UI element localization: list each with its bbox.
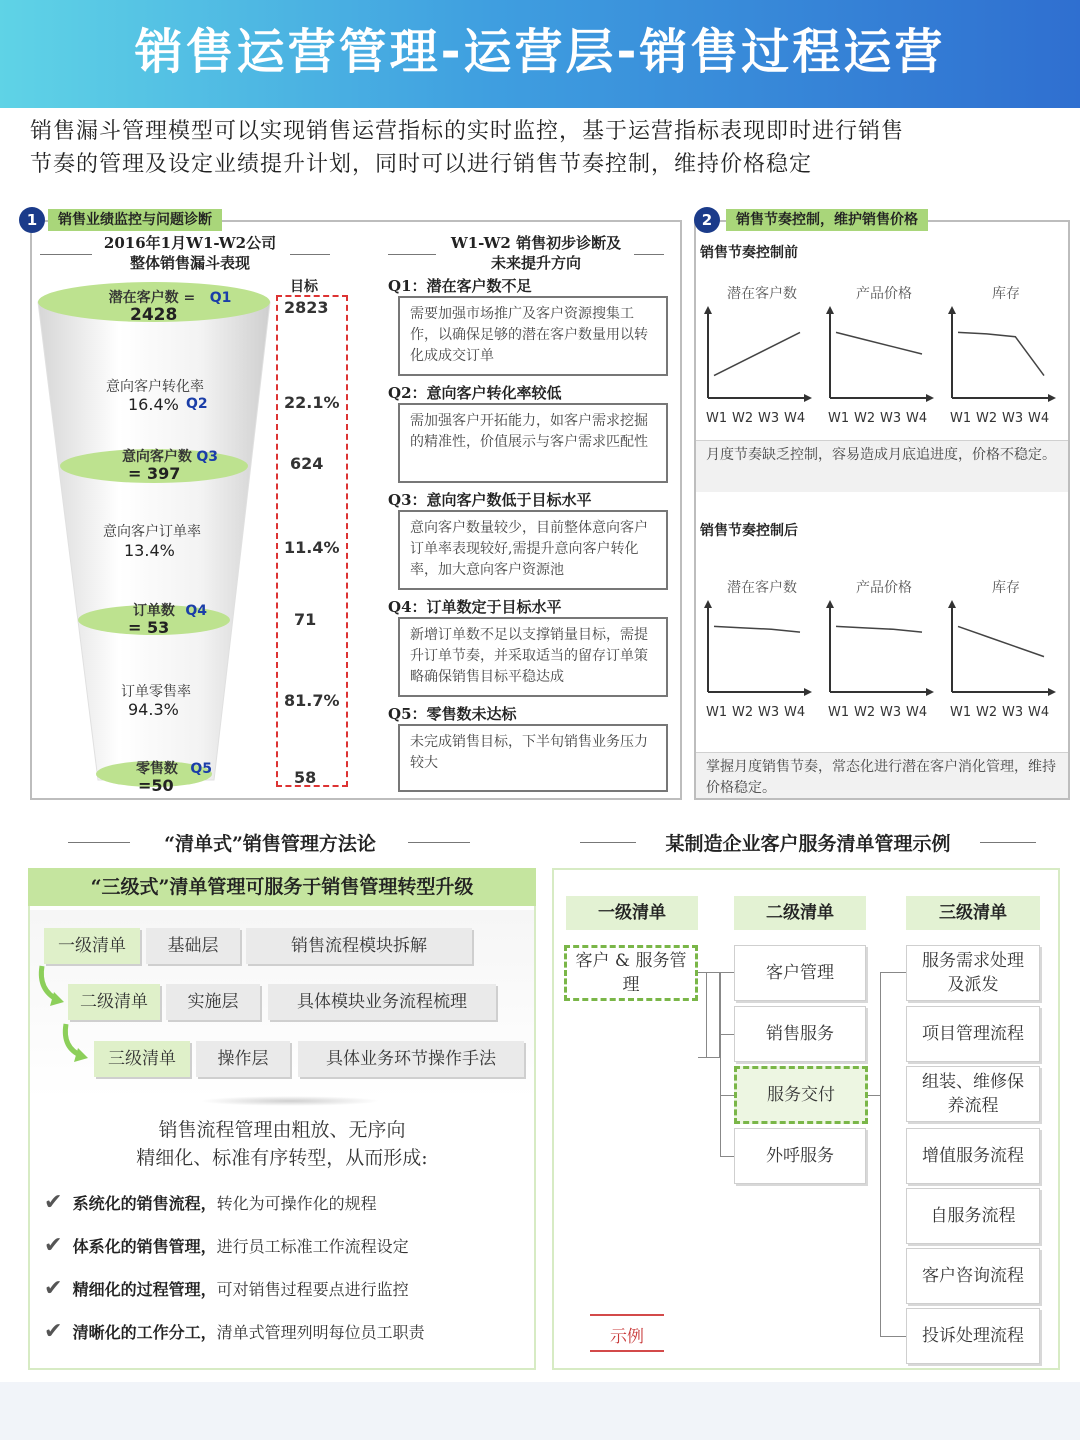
week-label: W4 <box>906 411 928 426</box>
x-axis-arrow-icon <box>926 688 934 696</box>
x-axis-arrow-icon <box>1048 688 1056 696</box>
week-label: W3 <box>880 705 902 720</box>
y-axis-arrow-icon <box>704 306 712 314</box>
level3-head: 三级清单 <box>906 896 1040 930</box>
check-1-rest: 转化为可操作化的规程 <box>216 1194 377 1213</box>
row1-desc: 销售流程模块拆解 <box>246 928 472 964</box>
week-label: W3 <box>880 411 902 426</box>
check-2-bold: 体系化的销售管理， <box>72 1237 217 1256</box>
target-4: 11.4% <box>284 538 340 557</box>
row2-layer: 实施层 <box>166 984 260 1020</box>
check-2-icon: ✔ <box>44 1233 63 1258</box>
diag-title <box>436 233 636 273</box>
check-3-icon: ✔ <box>44 1276 63 1301</box>
example-title-rule-right <box>980 842 1036 843</box>
stage-7-text: 零售数 <box>135 761 178 777</box>
level3-item-1: 服务需求处理及派发 <box>906 945 1040 1001</box>
q1-box: 需要加强市场推广及客户资源搜集工作，以确保足够的潜在客户数量用以转化成成交订单 <box>398 296 668 376</box>
method-divider <box>200 1096 380 1106</box>
x-axis-arrow-icon <box>804 394 812 402</box>
level3-item-5: 自服务流程 <box>906 1188 1040 1244</box>
legend-rule-bottom <box>590 1350 664 1352</box>
stage-2-label: 意向客户转化率 <box>106 379 204 395</box>
method-title-rule-left <box>68 842 130 843</box>
intro-text <box>30 115 1060 181</box>
legend-rule-top <box>590 1314 664 1316</box>
funnel-title-line-2: 整体销售漏斗表现 <box>129 254 250 272</box>
stage-3-q: Q3 <box>196 449 219 465</box>
before-title: 销售节奏控制前 <box>700 245 798 261</box>
section1-number: 1 <box>19 207 45 233</box>
connector-l2-branch-2 <box>720 1034 734 1035</box>
level2-head: 二级清单 <box>734 896 866 930</box>
after-chart-inventory <box>944 594 1062 704</box>
week-label: W2 <box>976 705 998 720</box>
diag-title-rule-left <box>388 254 436 255</box>
week-label: W4 <box>1028 411 1050 426</box>
stage-2-q: Q2 <box>186 396 208 412</box>
target-7: 58 <box>294 768 317 787</box>
series-line <box>714 626 800 632</box>
week-label: W4 <box>906 705 928 720</box>
row3-level: 三级清单 <box>94 1041 190 1077</box>
section2-number: 2 <box>694 207 720 233</box>
week-label: W3 <box>758 411 780 426</box>
q4-box: 新增订单数不足以支撑销量目标，需提升订单节奏，并采取适当的留存订单策略确保销售目标平稳达成 <box>398 617 668 697</box>
series-line <box>958 626 1044 656</box>
before-chart-inventory <box>944 300 1062 410</box>
level3-item-6: 客户咨询流程 <box>906 1248 1040 1304</box>
connector-l2-branch-3 <box>720 1095 734 1096</box>
level3-item-4: 增值服务流程 <box>906 1128 1040 1184</box>
row1-layer: 基础层 <box>146 928 240 964</box>
method-arrows <box>30 960 110 1080</box>
stage-7-label <box>124 758 224 778</box>
after-chart-product-price <box>822 594 940 704</box>
method-summary <box>40 1116 524 1172</box>
week-label: W3 <box>1002 411 1024 426</box>
target-header: 目标 <box>290 279 318 295</box>
connector-l3-out <box>868 1095 880 1096</box>
y-axis-arrow-icon <box>704 600 712 608</box>
check-3-bold: 精细化的过程管理， <box>72 1280 217 1299</box>
stage-3-value: = 397 <box>128 464 181 483</box>
target-6: 81.7% <box>284 691 340 710</box>
stage-7-value: =50 <box>138 776 174 795</box>
stage-5-label <box>120 600 220 620</box>
check-row-2 <box>44 1233 409 1258</box>
level3-item-7: 投诉处理流程 <box>906 1308 1040 1364</box>
series-line <box>836 332 922 354</box>
target-2: 22.1% <box>284 393 340 412</box>
stage-5-value: = 53 <box>128 618 170 637</box>
check-row-4 <box>44 1319 425 1344</box>
check-4-rest: 清单式管理列明每位员工职责 <box>216 1323 425 1342</box>
connector-l2-branch-4 <box>720 1156 734 1157</box>
target-5: 71 <box>294 610 317 629</box>
week-label: W1 <box>828 411 850 426</box>
stage-2-value: 16.4% <box>128 395 179 414</box>
method-bar: “三级式”清单管理可服务于销售管理转型升级 <box>28 868 536 906</box>
y-axis-arrow-icon <box>826 600 834 608</box>
x-axis-arrow-icon <box>926 394 934 402</box>
week-label: W1 <box>950 705 972 720</box>
check-row-3 <box>44 1276 409 1301</box>
funnel-title-rule-left <box>40 254 92 255</box>
stage-1-q: Q1 <box>209 290 232 306</box>
check-3-rest: 可对销售过程要点进行监控 <box>216 1280 409 1299</box>
row3-desc: 具体业务环节操作手法 <box>298 1041 524 1077</box>
week-label: W1 <box>950 411 972 426</box>
footer-strip <box>0 1382 1080 1440</box>
before-chart-product-price <box>822 300 940 410</box>
page-title: 销售运营管理-运营层-销售过程运营 <box>0 0 1080 108</box>
connector-l3-bottom <box>880 1336 906 1337</box>
check-4-bold: 清晰化的工作分工， <box>72 1323 217 1342</box>
level2-item-1: 客户管理 <box>734 945 866 1001</box>
section2-tag: 销售节奏控制，维护销售价格 <box>726 209 928 231</box>
week-label: W3 <box>758 705 780 720</box>
y-axis-arrow-icon <box>948 306 956 314</box>
stage-3-label: 意向客户数 Q3 <box>121 449 219 465</box>
q5-head: Q5：零售数未达标 <box>388 705 517 723</box>
q3-head: Q3：意向客户数低于目标水平 <box>388 491 592 509</box>
stage-4-value: 13.4% <box>124 541 175 560</box>
before-chart-3-title: 库存 <box>992 286 1020 302</box>
funnel-title <box>90 233 290 273</box>
q3-box: 意向客户数量较少，目前整体意向客户订单率表现较好,需提升意向客户转化率，加大意向客户资源池 <box>398 510 668 590</box>
q5-box: 未完成销售目标，下半旬销售业务压力较大 <box>398 724 668 792</box>
row2-desc: 具体模块业务流程梳理 <box>268 984 496 1020</box>
week-label: W4 <box>784 411 806 426</box>
after-chart-2-title: 产品价格 <box>856 580 912 596</box>
week-label: W2 <box>854 411 876 426</box>
before-chart-1-title: 潜在客户数 <box>727 286 797 302</box>
method-title-rule-right <box>408 842 470 843</box>
level1-head: 一级清单 <box>566 896 698 930</box>
y-axis-arrow-icon <box>948 600 956 608</box>
check-1-bold: 系统化的销售流程， <box>72 1194 217 1213</box>
stage-5-text: 订单数 <box>132 603 175 619</box>
week-label: W2 <box>976 411 998 426</box>
before-chart-2-title: 产品价格 <box>856 286 912 302</box>
stage-6-label: 订单零售率 <box>121 684 191 700</box>
funnel-title-line-1: 2016年1月W1-W2公司 <box>103 234 277 252</box>
target-3: 624 <box>290 454 324 473</box>
before-chart-potential-customers <box>700 300 818 410</box>
stage-1-label: 潜在客户数 = <box>108 290 196 306</box>
intro-line-2: 节奏的管理及设定业绩提升计划，同时可以进行销售节奏控制，维持价格稳定 <box>30 152 813 177</box>
diag-title-rule-right <box>634 254 664 255</box>
before-note: 月度节奏缺乏控制，容易造成月底追进度，价格不稳定。 <box>696 440 1068 492</box>
section1-tag: 销售业绩监控与问题诊断 <box>48 209 222 231</box>
week-label: W4 <box>1028 705 1050 720</box>
after-chart-1-title: 潜在客户数 <box>727 580 797 596</box>
connector-l3-spine <box>880 972 881 1336</box>
check-4-icon: ✔ <box>44 1319 63 1344</box>
q4-head: Q4：订单数定于目标水平 <box>388 598 562 616</box>
week-label: W1 <box>828 705 850 720</box>
level2-item-4: 外呼服务 <box>734 1128 866 1184</box>
row2-level: 二级清单 <box>68 984 160 1020</box>
q2-head: Q2：意向客户转化率较低 <box>388 384 562 402</box>
stage-4-label: 意向客户订单率 <box>103 524 201 540</box>
intro-line-1: 销售漏斗管理模型可以实现销售运营指标的实时监控，基于运营指标表现即时进行销售 <box>30 119 905 144</box>
check-2-rest: 进行员工标准工作流程设定 <box>216 1237 409 1256</box>
week-label: W2 <box>732 411 754 426</box>
after-chart-potential-customers <box>700 594 818 704</box>
target-1: 2823 <box>284 298 329 317</box>
level2-item-2: 销售服务 <box>734 1006 866 1062</box>
week-label: W1 <box>706 411 728 426</box>
level2-item-3: 服务交付 <box>734 1066 868 1124</box>
q2-box: 需加强客户开拓能力，如客户需求挖掘的精准性，价值展示与客户需求匹配性 <box>398 403 668 483</box>
x-axis-arrow-icon <box>1048 394 1056 402</box>
week-label: W2 <box>732 705 754 720</box>
connector-l2-vertical <box>720 972 734 973</box>
row1-level: 一级清单 <box>44 928 140 964</box>
funnel-stage-1 <box>90 287 250 307</box>
week-label: W4 <box>784 705 806 720</box>
summary-line-2: 精细化、标准有序转型，从而形成: <box>136 1147 428 1169</box>
diag-title-line-2: 未来提升方向 <box>490 254 581 272</box>
stage-6-value: 94.3% <box>128 700 179 719</box>
level1-item: 客户 & 服务管理 <box>564 945 698 1001</box>
level3-item-2: 项目管理流程 <box>906 1006 1040 1062</box>
method-title: “清单式”销售管理方法论 <box>164 833 376 855</box>
stage-7-q: Q5 <box>190 761 213 777</box>
example-title: 某制造企业客户服务清单管理示例 <box>665 833 951 855</box>
stage-1-value: 2428 <box>130 305 178 325</box>
example-title-rule-left <box>580 842 636 843</box>
level3-item-3: 组装、维修保养流程 <box>906 1066 1040 1122</box>
summary-line-1: 销售流程管理由粗放、无序向 <box>158 1119 406 1141</box>
week-label: W3 <box>1002 705 1024 720</box>
series-line <box>958 332 1044 375</box>
after-note: 掌握月度销售节奏，常态化进行潜在客户消化管理，维持价格稳定。 <box>696 752 1068 798</box>
x-axis-arrow-icon <box>804 688 812 696</box>
series-line <box>836 626 922 632</box>
after-title: 销售节奏控制后 <box>700 523 798 539</box>
connector-l3-top <box>880 972 906 973</box>
connector-l1-l2 <box>698 972 720 1058</box>
week-label: W1 <box>706 705 728 720</box>
connector-l2-spine <box>720 972 721 1156</box>
q1-head: Q1：潜在客户数不足 <box>388 277 532 295</box>
after-chart-3-title: 库存 <box>992 580 1020 596</box>
check-row-1 <box>44 1190 377 1215</box>
week-label: W2 <box>854 705 876 720</box>
y-axis-arrow-icon <box>826 306 834 314</box>
check-1-icon: ✔ <box>44 1190 63 1215</box>
connector-l1-down <box>706 972 707 1058</box>
stage-5-q: Q4 <box>185 603 208 619</box>
series-line <box>714 332 800 375</box>
diag-title-line-1: W1-W2 销售初步诊断及 <box>450 234 622 252</box>
row3-layer: 操作层 <box>196 1041 290 1077</box>
funnel-title-rule-right <box>290 254 330 255</box>
legend-label: 示例 <box>610 1327 644 1347</box>
